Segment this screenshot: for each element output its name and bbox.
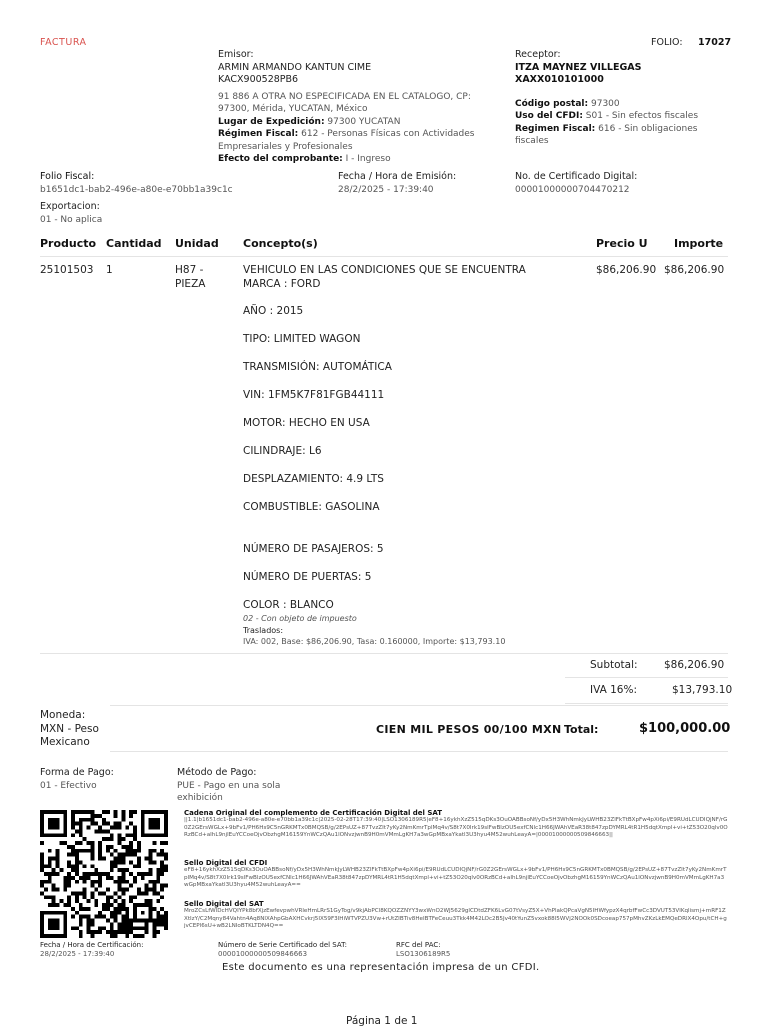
receptor-title: Receptor: [515, 49, 561, 60]
col-cantidad: Cantidad [106, 237, 162, 250]
concept-line: MARCA : FORD [243, 277, 321, 290]
page-number: Página 1 de 1 [346, 1015, 418, 1027]
folio-fiscal-label: Folio Fiscal: [40, 171, 95, 182]
emisor-address: 91 886 A OTRA NO ESPECIFICADA EN EL CATALOGO, CP: 97300, Mérida, YUCATAN, México [218, 92, 471, 114]
receptor-regimen-label: Regimen Fiscal: [515, 123, 596, 134]
fecha-cert-value: 28/2/2025 - 17:39:40 [40, 950, 115, 958]
efecto-label: Efecto del comprobante: [218, 153, 343, 164]
emisor-name: ARMIN ARMANDO KANTUN CIME [218, 61, 372, 73]
concept-line: COLOR : BLANCO [243, 599, 334, 611]
moneda [40, 709, 115, 750]
traslados-value: IVA: 002, Base: $86,206.90, Tasa: 0.160000, Importe: $13,793.10 [243, 637, 506, 646]
fecha-emision [338, 171, 456, 196]
sello-sat-label: Sello Digital del SAT [184, 900, 264, 908]
receptor-cp-value: 97300 [591, 99, 620, 109]
exportacion [40, 201, 102, 226]
subtotal-rule [565, 677, 728, 678]
concept-line: NÚMERO DE PASAJEROS: 5 [243, 543, 384, 555]
table-bottom-rule [40, 653, 728, 654]
iva-value: $13,793.10 [672, 684, 733, 696]
concept-line: VIN: 1FM5K7F81FGB44111 [243, 389, 385, 401]
sello-cfdi [184, 859, 728, 890]
fecha-certificacion [40, 941, 143, 959]
receptor-details [515, 98, 715, 147]
total-en-letra: CIEN MIL PESOS 00/100 MXN [376, 723, 562, 736]
lugar-value: 97300 YUCATAN [327, 117, 401, 127]
total-label: Total: [564, 723, 599, 736]
uso-cfdi-label: Uso del CFDI: [515, 111, 583, 122]
row-precio: $86,206.90 [596, 264, 657, 276]
emisor-regimen-label: Régimen Fiscal: [218, 129, 299, 140]
moneda-label: Moneda: [40, 709, 86, 721]
concept-line: VEHICULO EN LAS CONDICIONES QUE SE ENCUENTRA [243, 264, 526, 276]
forma-pago-label: Forma de Pago: [40, 767, 114, 778]
total-bottom-rule [110, 751, 728, 752]
fecha-emision-label: Fecha / Hora de Emisión: [338, 171, 457, 182]
serie-label: Número de Serie Certificado del SAT: [218, 941, 347, 949]
emisor-rfc: KACX900528PB6 [218, 74, 299, 85]
emisor-block [218, 49, 488, 87]
folio-fiscal [40, 171, 233, 196]
receptor-block [515, 49, 715, 87]
lugar-label: Lugar de Expedición: [218, 117, 325, 127]
row-producto: 25101503 [40, 264, 94, 276]
serie-value: 00001000000509846663 [218, 950, 308, 958]
moneda-value: MXN - Peso Mexicano [40, 722, 99, 748]
col-precio: Precio U [596, 237, 648, 250]
subtotal-value: $86,206.90 [664, 659, 725, 671]
metodo-pago-value: PUE - Pago en una sola exhibición [177, 780, 281, 803]
cadena-value: ||1.1|b1651dc1-bab2-496e-a80e-e70bb1a39c1c|2025-02-28T17:39:40|LSO1306189R5|eF8+16ykhXzZ515qDKs3OuOABBsoNf/yDx5H3WhNmkJyLWHB23ZlFkTtBXpFw4pXi6pi/E9RUdLCUDIQjNF/rG0Z2GErsWGLx+9bFv1/PH6Hs9C5nGRKMTx0BMQSB/g/2EPsUZ+87TvzZIt7yKy2NmKmrTplMq4v/S8t7X0Irk19slFwBlzOU5exfCNlc1H66JWAhVEaR38t847zpDYMRL4tR1H5dqtXmpl+vi+tZ53O20qlv0ORzBCd+aIhL9njlEuYCCoeOjvObzhgM16159YnWCzQAu1lONvzjwnB9H0mVMmLgKH7a3wGpMBxaYkatl3U3hyu4M52wuhLeayA=|00001000000509846663|| [184, 817, 728, 838]
sello-cfdi-label: Sello Digital del CFDI [184, 859, 268, 867]
rfc-pac-label: RFC del PAC: [396, 941, 441, 949]
folio-fiscal-value: b1651dc1-bab2-496e-a80e-e70bb1a39c1c [40, 184, 233, 195]
total-value: $100,000.00 [639, 721, 731, 736]
metodo-pago [177, 767, 302, 805]
sello-sat [184, 900, 728, 931]
cadena-label: Cadena Original del complemento de Certificación Digital del SAT [184, 809, 443, 817]
row-unidad: H87 - PIEZA [175, 264, 206, 290]
sello-cfdi-value: eF8+16ykhXzZ515qDKs3OuOABBsoNf/yDx5H3WhNmkJyLWHB23ZlFkTtBXpFw4pXi6pi/E9RUdLCUDIQjNF/rG0Z2GErsWGLx+9bFv1/PH6Hs9C5nGRKMTx0BMQSB/g/2EPsUZ+87TvzZIt7yKy2NmKmrTplMq4v/S8t7X0Irk19slFwBlzOU5exfCNlc1H66JWAhVEaR38t847zpDYMRL4tR1H5dqtXmpl+vi+tZ53O20qlv0ORzBCd+aIhL9njlEuYCCoeOjvObzhgM16159YnWCzQAu1lONvzjwnB9H0mVMmLgKH7a3wGpMBxaYkatl3U3hyu4M52wuhLeayA== [184, 867, 727, 888]
concept-line: NÚMERO DE PUERTAS: 5 [243, 571, 372, 583]
concept-line: DESPLAZAMIENTO: 4.9 LTS [243, 473, 384, 485]
receptor-rfc: XAXX010101000 [515, 74, 604, 85]
emisor-title: Emisor: [218, 49, 254, 60]
row-cantidad: 1 [106, 264, 113, 276]
col-importe: Importe [674, 237, 724, 250]
concept-line: COMBUSTIBLE: GASOLINA [243, 501, 380, 513]
serie-certificado-sat [218, 941, 347, 959]
concept-line: CILINDRAJE: L6 [243, 445, 322, 457]
traslados-label: Traslados: [243, 626, 284, 635]
emisor-regimen-value: 612 - Personas Físicas con Actividades Empresariales y Profesionales [218, 129, 475, 152]
table-header-rule [40, 256, 728, 257]
forma-pago [40, 767, 114, 792]
concept-line: MOTOR: HECHO EN USA [243, 417, 370, 429]
certificado-digital [515, 171, 637, 196]
concept-line: AÑO : 2015 [243, 305, 304, 317]
sello-sat-value: MroZCsLfWlDcHVQIYPk8bfXjzEwfevpwhVRleHmLRrS1GyTog/v9kjAbPCl8KQOZZNYY3wxWnO2WJ5629glCDtdZFK6LvG07tVsyZ5X+VhPlakQPcaVgN5IHWfypzX4qrbfFwCc3DVUT53VlKqlismj+mRF1ZXtIzY/C2Mqny84Vahtn4Aq8NlXAhpGbAXHCvkrj5IX59F3lHiWTVPZU3Vw+rUtZIBTiv8HeIBTFeCeuu3Tkk4M42LOc2B5Jv40tYunZ5vxok88l5WVj2NOOk0SDcoeap757pMhvZKzLkEMQeDRlX4Opu/tCH+gjvCEPl6sU+wB2LNIoBTKLTDN4Q== [184, 908, 727, 929]
representation-note: Este documento es una representación impresa de un CFDI. [222, 962, 540, 973]
emisor-details [218, 116, 488, 165]
certificado-value: 00001000000704470212 [515, 184, 630, 195]
exportacion-label: Exportacion: [40, 201, 100, 212]
iva-label: IVA 16%: [590, 684, 638, 696]
receptor-cp-label: Código postal: [515, 99, 589, 109]
folio-value: 17027 [698, 37, 732, 48]
iva-rule [565, 703, 728, 704]
concept-line: TRANSMISIÓN: AUTOMÁTICA [243, 361, 392, 373]
concepto-description [243, 264, 593, 291]
objeto-impuesto: 02 - Con objeto de impuesto [243, 614, 357, 623]
rfc-pac-value: LSO1306189R5 [396, 950, 451, 958]
metodo-pago-label: Método de Pago: [177, 767, 257, 778]
exportacion-value: 01 - No aplica [40, 214, 103, 225]
total-top-rule [110, 705, 728, 706]
col-concepto: Concepto(s) [243, 237, 318, 250]
receptor-name: ITZA MAYNEZ VILLEGAS [515, 61, 642, 73]
concept-line: TIPO: LIMITED WAGON [243, 333, 361, 345]
rfc-pac [396, 941, 450, 959]
qr-code [40, 808, 168, 940]
col-unidad: Unidad [175, 237, 219, 250]
document-type: FACTURA [40, 37, 87, 48]
uso-cfdi-value: S01 - Sin efectos fiscales [585, 111, 699, 122]
col-producto: Producto [40, 237, 97, 250]
fecha-emision-value: 28/2/2025 - 17:39:40 [338, 184, 434, 195]
subtotal-label: Subtotal: [590, 659, 638, 671]
certificado-label: No. de Certificado Digital: [515, 171, 638, 182]
forma-pago-value: 01 - Efectivo [40, 780, 97, 791]
receptor-regimen-value: 616 - Sin obligaciones fiscales [515, 123, 698, 146]
row-importe: $86,206.90 [664, 264, 725, 276]
efecto-value: I - Ingreso [345, 153, 391, 164]
cadena-original [184, 809, 728, 840]
fecha-cert-label: Fecha / Hora de Certificación: [40, 941, 144, 949]
folio-label: FOLIO: [651, 37, 683, 48]
